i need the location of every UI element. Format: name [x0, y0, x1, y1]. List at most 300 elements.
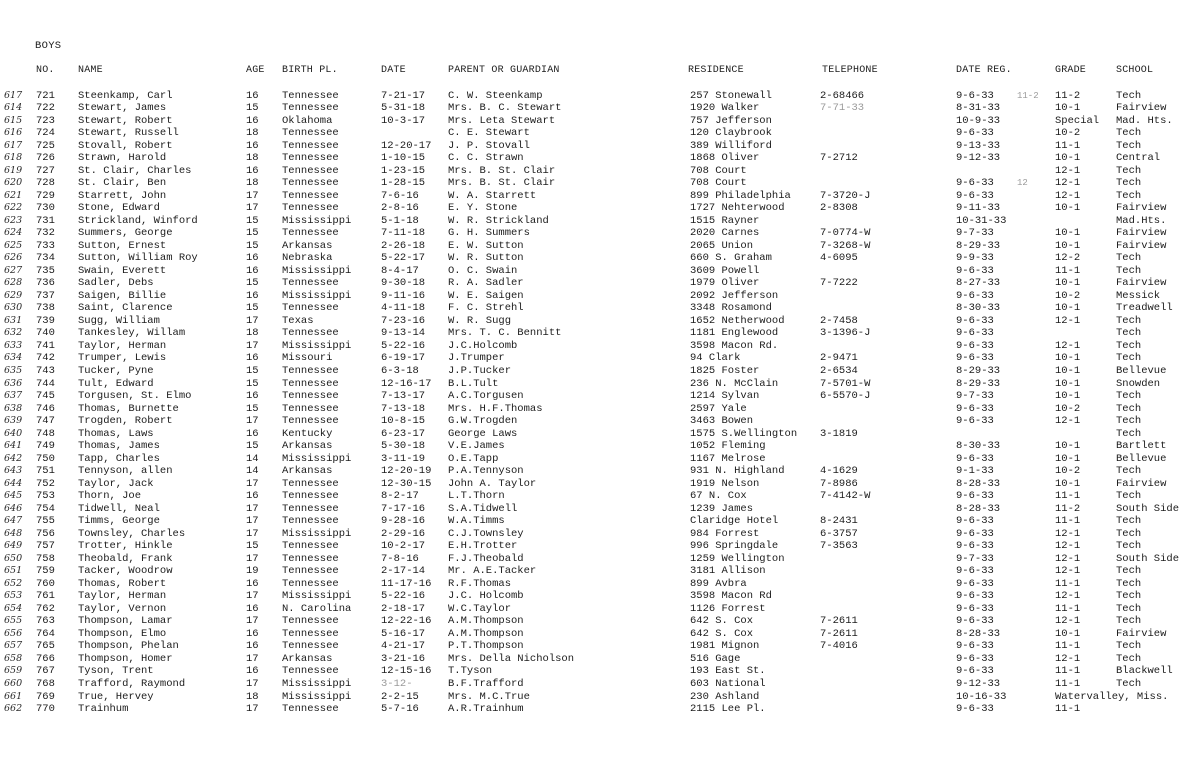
student-number: 724 — [36, 127, 55, 140]
grade: 11-1 — [1055, 490, 1081, 503]
residence: 2597 Yale — [690, 402, 747, 415]
handwritten-number: 648 — [4, 527, 23, 539]
table-row — [0, 453, 1200, 465]
birth-date: 9-30-18 — [381, 277, 426, 290]
student-name: Tankesley, Willam — [78, 327, 186, 340]
student-number: 728 — [36, 177, 55, 190]
handwritten-number: 655 — [4, 615, 23, 627]
student-number: 743 — [36, 364, 55, 377]
residence: 1981 Mignon — [690, 640, 760, 653]
student-number: 756 — [36, 527, 55, 540]
residence: 1979 Oliver — [690, 277, 760, 290]
school: Tech — [1116, 565, 1142, 578]
date-registered: 9-7-33 — [956, 227, 994, 240]
school: Central — [1116, 152, 1161, 165]
parent-guardian: W. E. Saigen — [448, 289, 524, 302]
student-number: 755 — [36, 515, 55, 528]
student-number: 764 — [36, 627, 55, 640]
grade: 10-1 — [1055, 377, 1081, 390]
school: Tech — [1116, 402, 1142, 415]
student-age: 17 — [246, 189, 259, 202]
birth-place: Oklahoma — [282, 114, 333, 127]
school: Tech — [1116, 527, 1142, 540]
birth-date: 2-8-16 — [381, 202, 419, 215]
parent-guardian: S.A.Tidwell — [448, 502, 518, 515]
grade: 10-1 — [1055, 364, 1081, 377]
school: South Side — [1116, 552, 1180, 565]
table-row — [0, 165, 1200, 177]
parent-guardian: G.W.Trogden — [448, 415, 518, 427]
residence: 2065 Union — [690, 239, 754, 252]
residence: 708 Court — [690, 177, 747, 190]
student-number: 765 — [36, 640, 55, 653]
student-name: Tucker, Pyne — [78, 364, 154, 377]
school: Tech — [1116, 677, 1142, 690]
table-row — [0, 515, 1200, 527]
residence: 67 N. Cox — [690, 490, 747, 503]
handwritten-number: 623 — [4, 214, 23, 226]
student-age: 16 — [246, 390, 259, 402]
birth-date: 6-23-17 — [381, 427, 426, 440]
student-age: 17 — [246, 339, 259, 352]
parent-guardian: P.A.Tennyson — [448, 465, 524, 478]
residence: 1919 Nelson — [690, 477, 760, 490]
birth-place: Tennessee — [282, 402, 339, 415]
handwritten-number: 652 — [4, 577, 23, 589]
table-row — [0, 315, 1200, 327]
table-row — [0, 403, 1200, 415]
header-date-reg: DATE REG. — [956, 65, 1012, 76]
handwritten-number: 650 — [4, 552, 23, 564]
birth-date: 9-11-16 — [381, 289, 426, 302]
margin-note: 12 — [1017, 178, 1028, 189]
student-number: 736 — [36, 277, 55, 290]
birth-place: Arkansas — [282, 440, 333, 453]
student-number: 731 — [36, 214, 55, 227]
table-row — [0, 115, 1200, 127]
telephone: 7-71-33 — [820, 102, 865, 114]
telephone: 4-6095 — [820, 252, 858, 265]
student-number: 737 — [36, 289, 55, 302]
birth-place: Tennessee — [282, 665, 339, 678]
birth-place: Mississippi — [282, 590, 352, 603]
student-name: Taylor, Herman — [78, 339, 167, 352]
residence: 3348 Rosamond — [690, 302, 772, 315]
school: Tech — [1116, 352, 1142, 365]
student-name: True, Hervey — [78, 690, 154, 703]
student-number: 733 — [36, 239, 55, 252]
school: Mad.Hts. — [1116, 214, 1167, 227]
student-name: Trumper, Lewis — [78, 352, 167, 365]
student-age: 18 — [246, 327, 259, 340]
school: Messick — [1116, 289, 1161, 302]
handwritten-number: 614 — [4, 102, 23, 113]
handwritten-number: 625 — [4, 239, 23, 251]
birth-date: 12-20-19 — [381, 465, 432, 478]
birth-date: 4-21-17 — [381, 640, 426, 653]
table-row — [0, 691, 1200, 703]
student-age: 17 — [246, 515, 259, 528]
grade: 11-1 — [1055, 703, 1081, 715]
handwritten-number: 617 — [4, 139, 23, 151]
student-age: 16 — [246, 139, 259, 152]
student-number: 730 — [36, 202, 55, 215]
table-row — [0, 703, 1200, 715]
table-row — [0, 378, 1200, 390]
student-number: 761 — [36, 590, 55, 603]
birth-date: 8-2-17 — [381, 490, 419, 503]
birth-place: Mississippi — [282, 289, 352, 302]
parent-guardian: R. A. Sadler — [448, 277, 524, 290]
grade: 10-2 — [1055, 289, 1081, 302]
student-name: Taylor, Herman — [78, 590, 167, 603]
grade: 12-1 — [1055, 339, 1081, 352]
header-no: NO. — [36, 65, 55, 76]
grade: 11-1 — [1055, 515, 1081, 528]
birth-place: Tennessee — [282, 640, 339, 653]
handwritten-number: 624 — [4, 227, 23, 239]
header-school: SCHOOL — [1116, 65, 1154, 76]
residence: 236 N. McClain — [690, 377, 779, 390]
grade: 10-1 — [1055, 352, 1081, 365]
school: Tech — [1116, 339, 1142, 352]
residence: 984 Forrest — [690, 527, 760, 540]
grade: 12-1 — [1055, 415, 1081, 427]
table-row — [0, 428, 1200, 440]
student-number: 751 — [36, 465, 55, 478]
grade: 10-1 — [1055, 627, 1081, 640]
residence: 3181 Allison — [690, 565, 766, 578]
parent-guardian: Mrs. M.C.True — [448, 690, 530, 703]
birth-place: Tennessee — [282, 540, 339, 553]
handwritten-number: 618 — [4, 152, 23, 164]
parent-guardian: W. R. Sutton — [448, 252, 524, 265]
birth-place: Arkansas — [282, 465, 333, 478]
grade: 12-1 — [1055, 527, 1081, 540]
grade: Watervalley, Miss. — [1055, 690, 1169, 703]
school: Tech — [1116, 327, 1142, 340]
student-name: Stewart, Robert — [78, 114, 173, 127]
birth-place: Tennessee — [282, 615, 339, 628]
telephone: 7-4142-W — [820, 490, 871, 503]
birth-date: 5-22-17 — [381, 252, 426, 265]
school: Tech — [1116, 652, 1142, 665]
header-residence: RESIDENCE — [688, 65, 744, 76]
birth-place: Mississippi — [282, 690, 352, 703]
grade: 10-2 — [1055, 402, 1081, 415]
student-age: 17 — [246, 202, 259, 215]
telephone: 7-2712 — [820, 152, 858, 165]
residence: 1214 Sylvan — [690, 390, 760, 402]
grade: 11-2 — [1055, 502, 1081, 515]
residence: 1920 Walker — [690, 102, 760, 114]
grade: 11-1 — [1055, 264, 1081, 277]
date-registered: 9-12-33 — [956, 152, 1001, 165]
date-registered: 10-31-33 — [956, 214, 1007, 227]
parent-guardian: J. P. Stovall — [448, 139, 530, 152]
student-age: 16 — [246, 352, 259, 365]
student-age: 18 — [246, 127, 259, 140]
telephone: 7-3563 — [820, 540, 858, 553]
birth-place: Mississippi — [282, 677, 352, 690]
grade: 10-2 — [1055, 465, 1081, 478]
student-age: 15 — [246, 302, 259, 315]
grade: 10-1 — [1055, 277, 1081, 290]
school: Fairview — [1116, 227, 1167, 240]
parent-guardian: Mrs. B. St. Clair — [448, 177, 556, 190]
student-age: 17 — [246, 677, 259, 690]
date-registered: 9-6-33 — [956, 652, 994, 665]
handwritten-number: 626 — [4, 252, 23, 264]
table-row — [0, 565, 1200, 577]
school: Fairview — [1116, 239, 1167, 252]
student-number: 769 — [36, 690, 55, 703]
birth-place: Tennessee — [282, 302, 339, 315]
margin-note: 11-2 — [1017, 90, 1039, 101]
student-number: 742 — [36, 352, 55, 365]
student-name: Stone, Edward — [78, 202, 160, 215]
student-name: Trainhum — [78, 703, 129, 715]
grade: 11-1 — [1055, 577, 1081, 590]
student-name: Strickland, Winford — [78, 214, 198, 227]
date-registered: 9-1-33 — [956, 465, 994, 478]
date-registered: 9-6-33 — [956, 703, 994, 715]
student-age: 14 — [246, 465, 259, 478]
student-name: Taylor, Vernon — [78, 602, 167, 615]
residence: 2020 Carnes — [690, 227, 760, 240]
birth-place: Missouri — [282, 352, 333, 365]
table-row — [0, 365, 1200, 377]
table-row — [0, 152, 1200, 164]
birth-place: Tennessee — [282, 127, 339, 140]
student-number: 740 — [36, 327, 55, 340]
residence: 642 S. Cox — [690, 627, 754, 640]
parent-guardian: O. C. Swain — [448, 264, 518, 277]
student-number: 721 — [36, 89, 55, 102]
header-telephone: TELEPHONE — [822, 65, 878, 76]
parent-guardian: L.T.Thorn — [448, 490, 505, 503]
birth-date: 11-17-16 — [381, 577, 432, 590]
header-grade: GRADE — [1055, 65, 1087, 76]
birth-date: 1-10-15 — [381, 152, 426, 165]
grade: 12-1 — [1055, 615, 1081, 628]
header-parent: PARENT OR GUARDIAN — [448, 65, 560, 76]
parent-guardian: Mrs. B. C. Stewart — [448, 102, 562, 114]
student-age: 15 — [246, 440, 259, 453]
student-age: 14 — [246, 452, 259, 465]
parent-guardian: A.M.Thompson — [448, 627, 524, 640]
date-registered: 9-6-33 — [956, 127, 994, 140]
student-name: Townsley, Charles — [78, 527, 186, 540]
birth-date: 9-28-16 — [381, 515, 426, 528]
student-name: Saint, Clarence — [78, 302, 173, 315]
student-age: 16 — [246, 289, 259, 302]
birth-date: 7-6-16 — [381, 189, 419, 202]
date-registered: 8-30-33 — [956, 302, 1001, 315]
date-registered: 8-31-33 — [956, 102, 1001, 114]
birth-place: Tennessee — [282, 390, 339, 402]
table-row — [0, 90, 1200, 102]
student-name: St. Clair, Charles — [78, 164, 192, 177]
student-age: 16 — [246, 89, 259, 102]
table-row — [0, 628, 1200, 640]
table-row — [0, 140, 1200, 152]
parent-guardian: R.F.Thomas — [448, 577, 512, 590]
student-number: 745 — [36, 390, 55, 402]
handwritten-number: 662 — [4, 703, 23, 714]
residence: 603 National — [690, 677, 766, 690]
grade: 10-1 — [1055, 152, 1081, 165]
handwritten-number: 627 — [4, 264, 23, 276]
school: Treadwell — [1116, 302, 1173, 315]
parent-guardian: Mrs. H.F.Thomas — [448, 402, 543, 415]
grade: 12-1 — [1055, 590, 1081, 603]
telephone: 4-1629 — [820, 465, 858, 478]
telephone: 2-68466 — [820, 89, 865, 102]
school: South Side — [1116, 502, 1180, 515]
student-name: Sadler, Debs — [78, 277, 154, 290]
handwritten-number: 654 — [4, 602, 23, 614]
telephone: 7-8986 — [820, 477, 858, 490]
student-age: 15 — [246, 364, 259, 377]
residence: 389 Williford — [690, 139, 772, 152]
table-row — [0, 327, 1200, 339]
grade: 10-1 — [1055, 202, 1081, 215]
table-row — [0, 590, 1200, 602]
student-number: 747 — [36, 415, 55, 427]
birth-date: 2-18-17 — [381, 602, 426, 615]
birth-date: 10-8-15 — [381, 415, 426, 427]
handwritten-number: 653 — [4, 590, 23, 602]
date-registered: 9-9-33 — [956, 252, 994, 265]
table-row — [0, 553, 1200, 565]
handwritten-number: 616 — [4, 127, 23, 139]
school: Fairview — [1116, 102, 1167, 114]
birth-place: Tennessee — [282, 202, 339, 215]
birth-date: 5-7-16 — [381, 703, 419, 715]
student-age: 15 — [246, 227, 259, 240]
student-name: Tapp, Charles — [78, 452, 160, 465]
student-age: 17 — [246, 502, 259, 515]
grade: 12-1 — [1055, 314, 1081, 327]
parent-guardian: A.M.Thompson — [448, 615, 524, 628]
birth-place: Tennessee — [282, 490, 339, 503]
school: Fairview — [1116, 202, 1167, 215]
student-name: Thompson, Homer — [78, 652, 173, 665]
birth-date: 12-22-16 — [381, 615, 432, 628]
birth-date: 5-1-18 — [381, 214, 419, 227]
grade: 12-2 — [1055, 252, 1081, 265]
grade: 11-1 — [1055, 677, 1081, 690]
telephone: 7-5701-W — [820, 377, 871, 390]
school: Blackwell — [1116, 665, 1173, 678]
handwritten-number: 649 — [4, 540, 23, 552]
parent-guardian: V.E.James — [448, 440, 505, 453]
student-name: Sutton, William Roy — [78, 252, 198, 265]
telephone: 7-4016 — [820, 640, 858, 653]
birth-place: Tennessee — [282, 89, 339, 102]
birth-place: Tennessee — [282, 364, 339, 377]
student-age: 16 — [246, 640, 259, 653]
handwritten-number: 631 — [4, 314, 23, 326]
school: Tech — [1116, 540, 1142, 553]
birth-place: Tennessee — [282, 152, 339, 165]
student-age: 15 — [246, 102, 259, 114]
student-name: Trafford, Raymond — [78, 677, 186, 690]
header-date: DATE — [381, 65, 406, 76]
parent-guardian: G. H. Summers — [448, 227, 530, 240]
birth-date: 3-11-19 — [381, 452, 426, 465]
student-number: 726 — [36, 152, 55, 165]
date-registered: 10-9-33 — [956, 114, 1001, 127]
table-row — [0, 277, 1200, 289]
parent-guardian: Mrs. B. St. Clair — [448, 164, 556, 177]
birth-date: 7-8-16 — [381, 552, 419, 565]
date-registered: 8-29-33 — [956, 239, 1001, 252]
grade: 10-1 — [1055, 102, 1081, 114]
table-row — [0, 215, 1200, 227]
student-age: 15 — [246, 239, 259, 252]
student-age: 17 — [246, 615, 259, 628]
table-row — [0, 177, 1200, 189]
birth-place: Tennessee — [282, 502, 339, 515]
handwritten-number: 657 — [4, 640, 23, 652]
handwritten-number: 640 — [4, 427, 23, 439]
telephone: 2-8308 — [820, 202, 858, 215]
parent-guardian: W. R. Strickland — [448, 214, 549, 227]
student-number: 732 — [36, 227, 55, 240]
birth-date: 6-19-17 — [381, 352, 426, 365]
student-number: 768 — [36, 677, 55, 690]
telephone: 7-2611 — [820, 615, 858, 628]
table-row — [0, 640, 1200, 652]
student-age: 15 — [246, 377, 259, 390]
birth-date: 5-30-18 — [381, 440, 426, 453]
parent-guardian: O.E.Tapp — [448, 452, 499, 465]
birth-date: 3-21-16 — [381, 652, 426, 665]
birth-place: Mississippi — [282, 452, 352, 465]
student-age: 19 — [246, 565, 259, 578]
student-number: 750 — [36, 452, 55, 465]
handwritten-number: 620 — [4, 177, 23, 189]
school: Tech — [1116, 264, 1142, 277]
date-registered: 8-28-33 — [956, 627, 1001, 640]
student-name: Stovall, Robert — [78, 139, 173, 152]
student-age: 17 — [246, 415, 259, 427]
handwritten-number: 646 — [4, 502, 23, 514]
handwritten-number: 658 — [4, 652, 23, 664]
student-number: 744 — [36, 377, 55, 390]
residence: 899 Philadelphia — [690, 189, 791, 202]
residence: 2115 Lee Pl. — [690, 703, 766, 715]
handwritten-number: 615 — [4, 114, 23, 126]
parent-guardian: T.Tyson — [448, 665, 493, 678]
parent-guardian: J.Trumper — [448, 352, 505, 365]
student-number: 746 — [36, 402, 55, 415]
telephone: 2-7458 — [820, 314, 858, 327]
student-name: Thompson, Lamar — [78, 615, 173, 628]
date-registered: 9-6-33 — [956, 352, 994, 365]
school: Tech — [1116, 189, 1142, 202]
grade: 11-1 — [1055, 602, 1081, 615]
student-name: Thomas, James — [78, 440, 160, 453]
birth-place: Tennessee — [282, 102, 339, 114]
handwritten-number: 622 — [4, 202, 23, 214]
birth-place: Tennessee — [282, 277, 339, 290]
date-registered: 9-6-33 — [956, 339, 994, 352]
table-row — [0, 440, 1200, 452]
telephone: 2-9471 — [820, 352, 858, 365]
